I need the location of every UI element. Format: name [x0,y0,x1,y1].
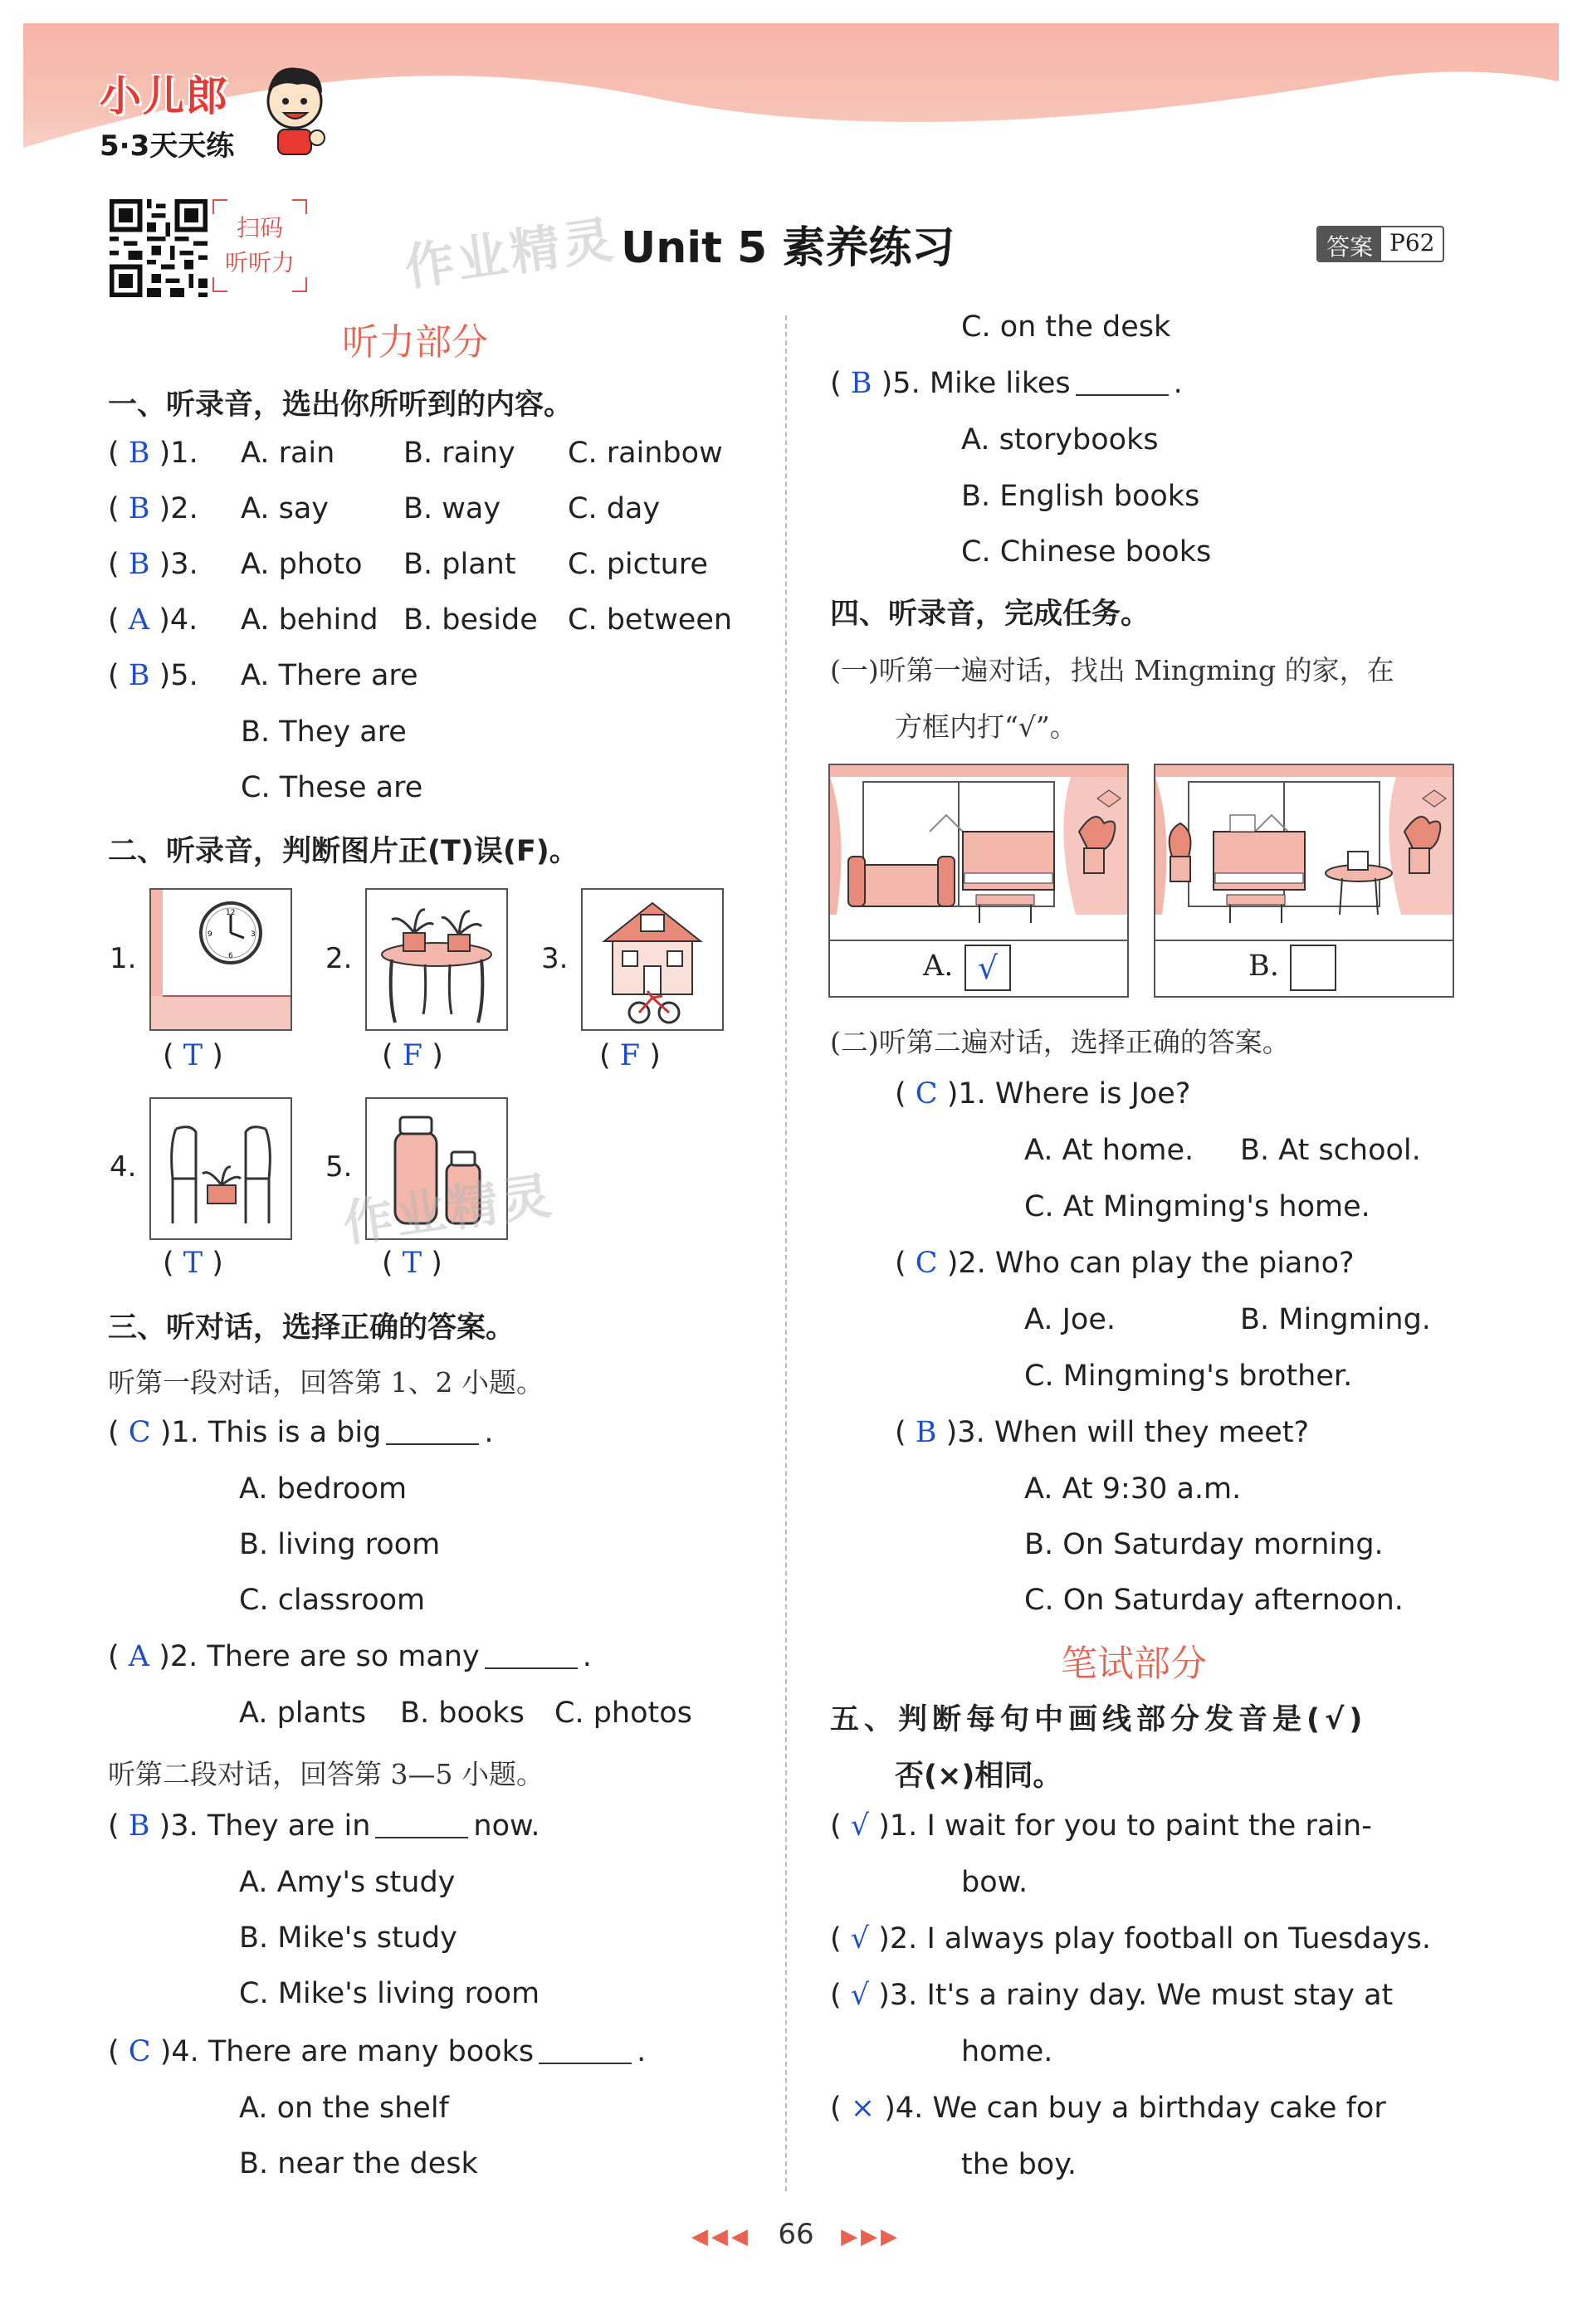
question-stem: )1. This is a big [159,1416,382,1449]
table-plants-picture [365,888,508,1031]
option-b: B. They are [241,715,407,749]
svg-text:6: 6 [228,952,233,960]
answer: B [128,492,150,525]
option-b: B. Mingming. [1240,1303,1431,1336]
header-band [23,23,1559,185]
mascot-icon [257,58,332,158]
part3-heading: 三、听对话，选择正确的答案。 [108,1311,515,1345]
pic-answer-3: ( F ) [599,1039,661,1072]
header-wave [23,23,1559,185]
option-a: A. There are [241,659,418,692]
sentence-line1: I wait for you to paint the rain- [926,1809,1372,1843]
item-number: )1. [878,1809,918,1843]
chairs-picture [149,1097,292,1240]
answer-label: 答案 [1318,227,1381,261]
option-b: B. way [403,492,501,525]
stem-end: now. [473,1809,540,1843]
part5-item-3: ( √ )3. It's a rainy day. We must stay at [830,1979,1394,2012]
answer: C [128,1416,151,1449]
svg-text:12: 12 [226,909,236,917]
house-bike-picture [581,888,724,1031]
part5-heading-1: 五、判断每句中画线部分发音是(√) [830,1703,1368,1736]
question-stem: )2. Who can play the piano? [946,1247,1355,1280]
sentence-line1: It's a rainy day. We must stay at [926,1979,1394,2012]
watermark-2: 作业精灵 [339,1166,559,1254]
item-number: )4. [884,2092,924,2125]
svg-text:9: 9 [208,930,212,939]
stem-end: . [1173,367,1183,400]
question-stem: )1. Where is Joe? [946,1077,1191,1111]
scan-to-listen-label[interactable] [212,199,307,292]
pic-number: 5. [325,1150,353,1184]
sentence-line2: home. [961,2035,1053,2068]
svg-text:3: 3 [251,930,256,939]
pic-answer-2: ( F ) [382,1039,443,1072]
option-c: C. on the desk [961,310,1171,344]
option-a: A. At home. [1024,1134,1194,1167]
answer: C [915,1247,938,1280]
answer: F [402,1039,423,1072]
part5-item-1: ( √ )1. I wait for you to paint the rain- [830,1809,1372,1843]
answer: T [183,1039,203,1072]
pic-number: 3. [541,942,569,975]
option-a: A. photo [241,548,363,581]
scan-text-1: 扫码 [236,214,283,242]
option-a: A. Joe. [1024,1303,1116,1336]
part5-heading-2: 否(×)相同。 [895,1760,1062,1793]
column-divider [785,315,787,2191]
answer-blank [375,1837,468,1838]
question-stem: )5. Mike likes [881,367,1071,400]
pic-answer-4: ( T ) [163,1247,223,1280]
part4-q1: ( C )1. Where is Joe? [895,1077,1191,1111]
question-stem: )3. When will they meet? [945,1416,1310,1449]
part1-item-2: ( B )2. [108,492,198,525]
sentence-line1: We can buy a birthday cake for [932,2092,1386,2125]
answer-blank [1076,394,1169,396]
answer-page: P62 [1389,229,1435,256]
question-stem: )4. There are many books [159,2035,535,2068]
page-footer [0,2218,1592,2251]
stem-end: . [484,1416,494,1449]
option-c: C. On Saturday afternoon. [1024,1584,1404,1617]
item-number: )2. [159,492,198,525]
answer: √ [850,1922,870,1955]
listening-section-title: 听力部分 [342,321,488,364]
option-b: B. beside [403,603,538,637]
item-number: )1. [159,437,198,470]
option-b-checkbox[interactable] [1290,945,1336,991]
answer: B [850,367,872,400]
answer: √ [850,1979,870,2012]
option-c: C. Chinese books [961,535,1212,569]
option-b: B. Mike's study [239,1921,457,1955]
part4-q2: ( C )2. Who can play the piano? [895,1247,1355,1280]
next-arrows-icon: ▶▶▶ [841,2224,901,2249]
option-a: A. plants [239,1697,367,1730]
part3-q1: ( C )1. This is a big . [108,1416,494,1449]
answer: C [915,1077,938,1111]
option-a: A. bedroom [239,1472,408,1506]
chairs-icon [151,1099,291,1238]
option-c: C. rainbow [568,437,723,470]
answer: A [128,603,150,637]
house-icon [583,890,722,1029]
option-c: C. Mingming's brother. [1024,1360,1353,1393]
option-b: B. near the desk [239,2147,478,2180]
option-a-label: A. [923,950,954,983]
part2-heading: 二、听录音，判断图片正(T)误(F)。 [108,835,579,868]
part4-task1-line1: (一)听第一遍对话，找出 Mingming 的家，在 [830,654,1394,686]
option-c: C. Mike's living room [239,1977,540,2010]
part3-sub1: 听第一段对话，回答第 1、2 小题。 [108,1366,544,1399]
answer: B [128,548,150,581]
option-b: B. books [400,1697,525,1730]
answer: A [128,1640,150,1673]
option-c: C. day [568,492,661,525]
logo-title: 小儿郎 [100,72,229,120]
stem-end: . [637,2035,647,2068]
answer: × [850,2092,876,2125]
part1-item-5: ( B )5. [108,659,198,692]
answer: √ [850,1809,870,1843]
watermark: 作业精灵 [401,210,620,298]
answer: C [128,2035,151,2068]
part1-item-4: ( A )4. [108,603,198,637]
writing-section-title: 笔试部分 [1061,1643,1207,1685]
option-b: B. At school. [1240,1134,1421,1167]
option-c: C. picture [568,548,708,581]
part3-q2: ( A )2. There are so many . [108,1640,592,1673]
part5-item-2: ( √ )2. I always play football on Tuesdays. [830,1922,1432,1955]
pic-answer-5: ( T ) [382,1247,442,1280]
item-number: )2. [878,1922,918,1955]
pic-number: 4. [110,1150,137,1184]
answer: B [128,659,150,692]
room-option-b[interactable] [1154,764,1454,998]
part4-q3: ( B )3. When will they meet? [895,1416,1310,1449]
question-stem: )3. They are in [159,1809,371,1843]
answer: T [183,1247,203,1280]
item-number: )4. [159,603,198,637]
pic-answer-1: ( T ) [163,1039,223,1072]
option-a-checkbox[interactable]: √ [964,945,1011,991]
part1-item-1: ( B )1. [108,437,198,470]
prev-arrows-icon: ◀◀◀ [691,2224,751,2249]
option-a: A. storybooks [961,423,1159,456]
option-b: B. living room [239,1528,441,1561]
option-a: A. rain [241,437,335,470]
living-room-piano-sofa-icon [830,765,1127,940]
answer-blank [386,1443,479,1445]
option-b: B. rainy [403,437,515,470]
sentence-line2: bow. [961,1866,1028,1899]
option-a: A. Amy's study [239,1866,456,1899]
part5-item-4: ( × )4. We can buy a birthday cake for [830,2092,1386,2125]
plants-on-table-icon [367,890,506,1029]
living-room-piano-table-icon [1155,765,1453,940]
option-a: A. say [241,492,329,525]
brand-logo [100,63,234,164]
option-c: C. These are [241,771,423,804]
part1-heading: 一、听录音，选出你所听到的内容。 [108,388,574,422]
option-a: A. behind [241,603,378,637]
answer: B [128,437,150,470]
option-c: C. photos [554,1697,692,1730]
page-number: 66 [778,2218,814,2251]
answer: F [619,1039,641,1072]
qr-code-icon[interactable] [110,199,208,297]
part1-item-3: ( B )3. [108,548,198,581]
answer: T [402,1247,422,1280]
option-a: A. At 9:30 a.m. [1024,1472,1242,1506]
sentence-line1: I always play football on Tuesdays. [926,1922,1432,1955]
option-c: C. between [568,603,733,637]
part4-task1-line2: 方框内打“√”。 [895,710,1077,743]
option-b: B. plant [403,548,516,581]
pic-number: 2. [325,942,353,975]
room-option-a[interactable] [828,764,1129,998]
scan-text-2: 听听力 [224,249,295,276]
answer-page-ref [1316,226,1444,262]
answer: B [128,1809,150,1843]
item-number: )5. [159,659,198,692]
stem-end: . [582,1640,592,1673]
part3-q3: ( B )3. They are in now. [108,1809,540,1843]
part4-heading: 四、听录音，完成任务。 [830,598,1150,631]
part3-q4: ( C )4. There are many books . [108,2035,647,2068]
clock-picture [149,888,292,1031]
part3-sub2: 听第二段对话，回答第 3—5 小题。 [108,1758,544,1790]
part4-task2: (二)听第二遍对话，选择正确的答案。 [830,1026,1290,1058]
logo-subtitle: 5·3天天练 [100,129,235,163]
option-b: B. English books [961,480,1200,513]
answer: B [915,1416,937,1449]
clock-icon [151,890,291,1029]
page-title: Unit 5 素养练习 [621,223,955,273]
sentence-line2: the boy. [961,2148,1077,2181]
option-b-label: B. [1248,950,1279,983]
part3-q5: ( B )5. Mike likes . [830,367,1183,400]
option-c: C. At Mingming's home. [1024,1190,1370,1223]
option-a: A. on the shelf [239,2092,449,2125]
answer-blank [539,2063,632,2064]
option-c: C. classroom [239,1584,426,1617]
answer-blank [485,1667,578,1669]
option-b: B. On Saturday morning. [1024,1528,1384,1561]
item-number: )3. [878,1979,918,2012]
question-stem: )2. There are so many [159,1640,480,1673]
item-number: )3. [159,548,198,581]
pic-number: 1. [110,942,137,975]
